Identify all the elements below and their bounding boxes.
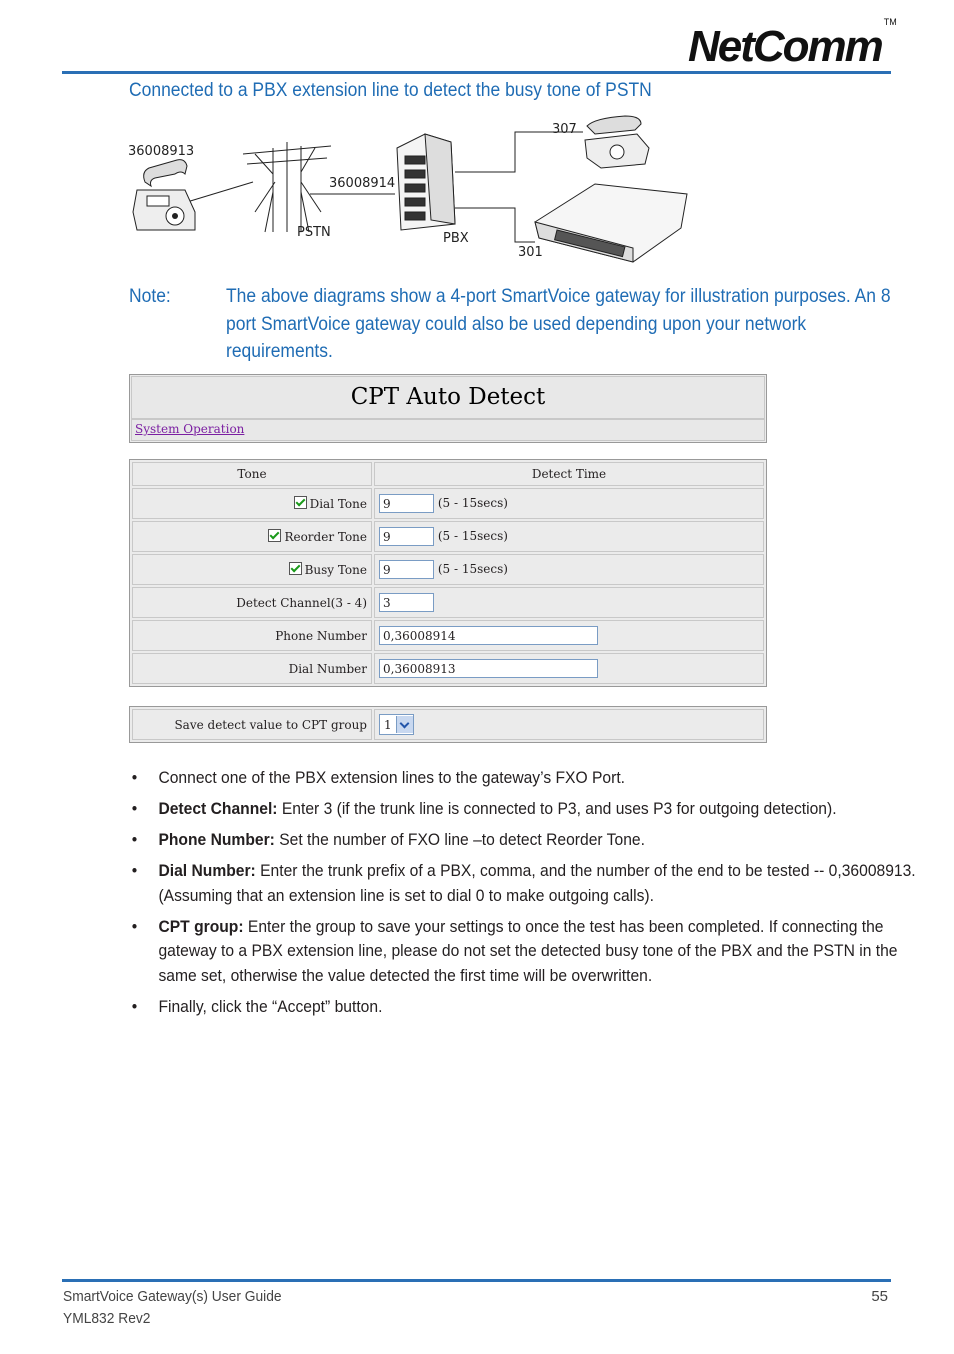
netcomm-logo: NetComm ™ (688, 17, 897, 71)
col-header-detect-time: Detect Time (374, 462, 764, 486)
system-operation-link[interactable]: System Operation (135, 422, 245, 436)
pstn-tower-icon (243, 142, 331, 232)
list-item: • Connect one of the PBX extension lines to the gateway’s FXO Port. (129, 766, 922, 791)
pbx-cabinet-icon (397, 134, 455, 230)
list-item: • Finally, click the “Accept” button. (129, 995, 922, 1020)
table-row (132, 488, 764, 519)
cpt-group-select[interactable]: 1 (379, 714, 414, 735)
row-label: Phone Number (132, 620, 372, 651)
range-hint: (5 - 15secs) (437, 496, 508, 510)
row-label: Busy Tone (304, 563, 367, 577)
row-label: Detect Channel(3 - 4) (132, 587, 372, 618)
label-36008914: 36008914 (329, 176, 396, 191)
table-row (132, 521, 764, 552)
label-pbx: PBX (443, 231, 469, 246)
row-label: Dial Number (132, 653, 372, 684)
cpt-settings-table (129, 459, 767, 687)
list-item: • Dial Number: Enter the trunk prefix of a PBX, comma, and the number of the end to be tested -- 0,36008913. (Assuming that an extension line is set to dial 0 to make outgoing calls). (129, 859, 922, 908)
phone-icon-307 (585, 116, 649, 168)
row-label: Reorder Tone (284, 530, 367, 544)
busy-tone-input[interactable]: 9 (379, 560, 434, 579)
footer-rev: YML832 Rev2 (63, 1310, 151, 1327)
cpt-group-table (129, 706, 767, 743)
chevron-down-icon[interactable] (396, 716, 413, 733)
dial-tone-checkbox[interactable] (294, 496, 307, 509)
line-phone-pstn (187, 182, 253, 202)
network-diagram (125, 112, 695, 267)
footer-rule (62, 1279, 891, 1282)
cpt-title-panel (129, 374, 767, 443)
list-item: • Detect Channel: Enter 3 (if the trunk line is connected to P3, and uses P3 for outgoing detection). (129, 797, 922, 822)
table-row (132, 620, 764, 651)
table-row (132, 587, 764, 618)
note-label: Note: (129, 286, 171, 307)
label-36008913: 36008913 (128, 144, 195, 159)
save-group-label: Save detect value to CPT group (132, 709, 372, 740)
note-text: The above diagrams show a 4-port SmartVoice gateway for illustration purposes. An 8 port SmartVoice gateway could also be used depending upon your network requirements. (226, 286, 891, 362)
detect-channel-input[interactable]: 3 (379, 593, 434, 612)
col-header-tone: Tone (132, 462, 372, 486)
label-307: 307 (552, 122, 577, 137)
phone-icon-left (133, 160, 195, 230)
label-301: 301 (518, 245, 543, 260)
phone-number-input[interactable]: 0,36008914 (379, 626, 598, 645)
row-label: Dial Tone (309, 497, 367, 511)
range-hint: (5 - 15secs) (437, 562, 508, 576)
dial-tone-input[interactable]: 9 (379, 494, 434, 513)
page-number: 55 (871, 1288, 888, 1305)
table-row (132, 653, 764, 684)
table-row (132, 709, 764, 740)
reorder-tone-input[interactable]: 9 (379, 527, 434, 546)
busy-tone-checkbox[interactable] (289, 562, 302, 575)
range-hint: (5 - 15secs) (437, 529, 508, 543)
section-heading: Connected to a PBX extension line to detect the busy tone of PSTN (129, 80, 652, 101)
dial-number-input[interactable]: 0,36008913 (379, 659, 598, 678)
label-pstn: PSTN (297, 225, 331, 240)
gateway-device-icon (535, 184, 687, 262)
line-pbx-307 (455, 132, 583, 172)
cpt-title: CPT Auto Detect (131, 376, 765, 419)
table-row (132, 554, 764, 585)
list-item: • Phone Number: Set the number of FXO line –to detect Reorder Tone. (129, 828, 922, 853)
footer-guide: SmartVoice Gateway(s) User Guide (63, 1288, 282, 1305)
instruction-list (129, 766, 916, 1026)
header-rule (62, 71, 891, 74)
reorder-tone-checkbox[interactable] (268, 529, 281, 542)
list-item: • CPT group: Enter the group to save your settings to once the test has been completed. If connecting the gateway to a PBX extension line, please do not set the detected busy tone of the PBX and the PSTN in the same set, otherwise the value detected the first time will be overwritten. (129, 915, 922, 989)
